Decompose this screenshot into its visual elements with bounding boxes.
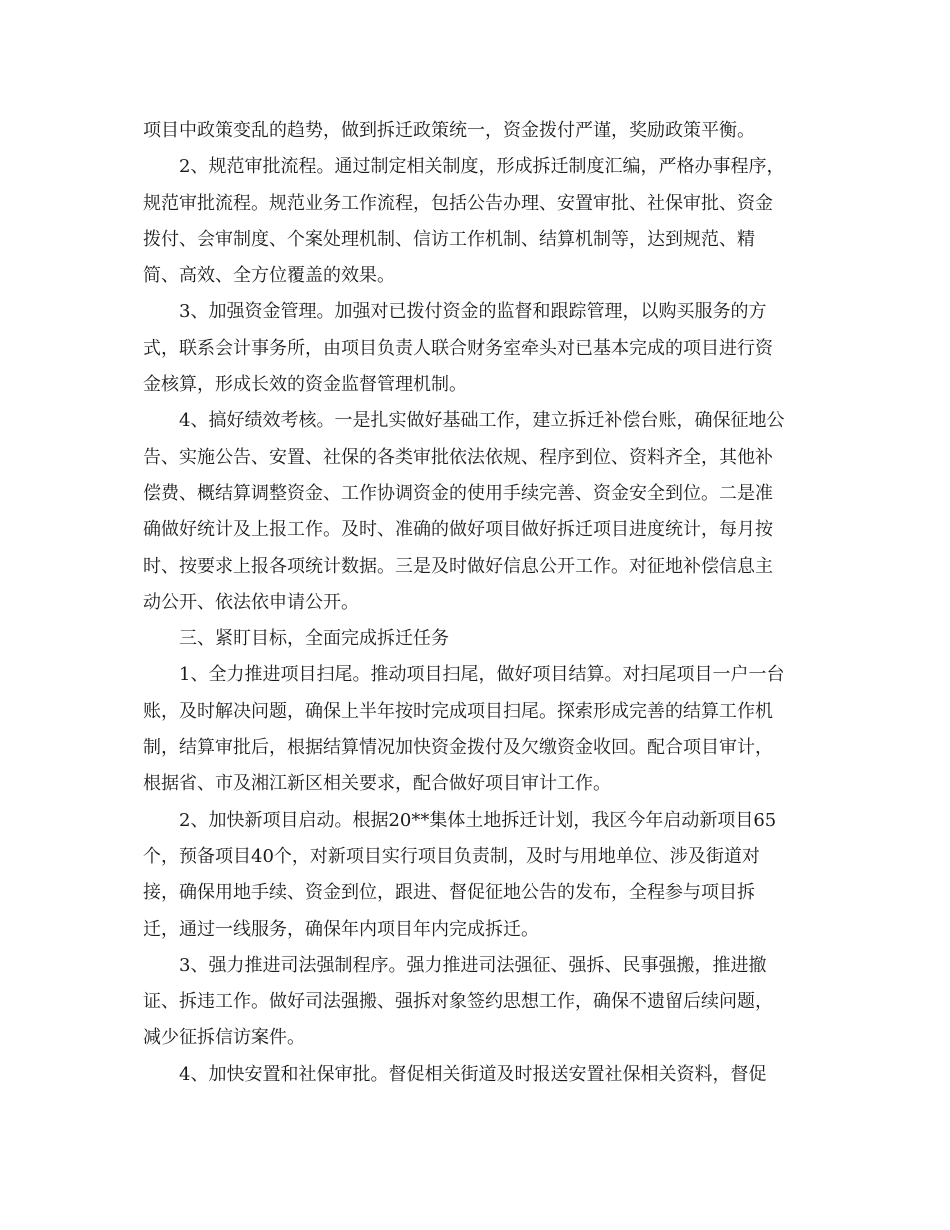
text-line: 动公开、依法依申请公开。 [143,591,359,613]
text-line: 金核算，形成长效的资金监督管理机制。 [143,374,467,396]
document-body [143,113,808,1093]
text-line: 规范审批流程。规范业务工作流程，包括公告办理、安置审批、社保审批、资金 [143,192,773,214]
text-line: 2、加快新项目启动。根据20**集体土地拆迁计划，我区今年启动新项目65 [179,809,777,831]
text-line: 个，预备项目40个，对新项目实行项目负责制，及时与用地单位、涉及街道对 [143,845,760,867]
text-line: 迁，通过一线服务，确保年内项目年内完成拆迁。 [143,918,539,940]
text-line: 4、加快安置和社保审批。督促相关街道及时报送安置社保相关资料，督促 [179,1063,767,1085]
text-line: 偿费、概结算调整资金、工作协调资金的使用手续完善、资金安全到位。二是准 [143,482,773,504]
text-line: 确做好统计及上报工作。及时、准确的做好项目做好拆迁项目进度统计，每月按 [143,519,773,541]
text-line: 简、高效、全方位覆盖的效果。 [143,265,395,287]
text-line: 项目中政策变乱的趋势，做到拆迁政策统一，资金拨付严谨，奖励政策平衡。 [143,120,755,141]
text-line: 证、拆违工作。做好司法强搬、强拆对象签约思想工作，确保不遗留后续问题， [143,991,773,1013]
text-line: 3、加强资金管理。加强对已拨付资金的监督和跟踪管理，以购买服务的方 [179,301,767,323]
text-line: 1、全力推进项目扫尾。推动项目扫尾，做好项目结算。对扫尾项目一户一台 [179,664,785,686]
text-line: 式，联系会计事务所，由项目负责人联合财务室牵头对已基本完成的项目进行资 [143,337,773,359]
text-line: 账，及时解决问题，确保上半年按时完成项目扫尾。探索形成完善的结算工作机 [143,700,773,722]
text-line: 拨付、会审制度、个案处理机制、信访工作机制、结算机制等，达到规范、精 [143,228,755,250]
text-line: 时、按要求上报各项统计数据。三是及时做好信息公开工作。对征地补偿信息主 [143,555,773,577]
text-line: 2、规范审批流程。通过制定相关制度，形成拆迁制度汇编，严格办事程序， [179,156,785,178]
text-line: 告、实施公告、安置、社保的各类审批依法依规、程序到位、资料齐全，其他补 [143,446,773,468]
text-line: 4、搞好绩效考核。一是扎实做好基础工作，建立拆迁补偿台账，确保征地公 [179,410,785,432]
text-line: 制，结算审批后，根据结算情况加快资金拨付及欠缴资金收回。配合项目审计， [143,737,773,759]
text-line: 三、紧盯目标，全面完成拆迁任务 [179,628,449,650]
text-line: 接，确保用地手续、资金到位，跟进、督促征地公告的发布，全程参与项目拆 [143,882,755,904]
text-line: 3、强力推进司法强制程序。强力推进司法强征、强拆、民事强搬，推进撤 [179,954,767,976]
text-line: 减少征拆信访案件。 [143,1027,305,1049]
text-line: 根据省、市及湘江新区相关要求，配合做好项目审计工作。 [143,773,611,795]
